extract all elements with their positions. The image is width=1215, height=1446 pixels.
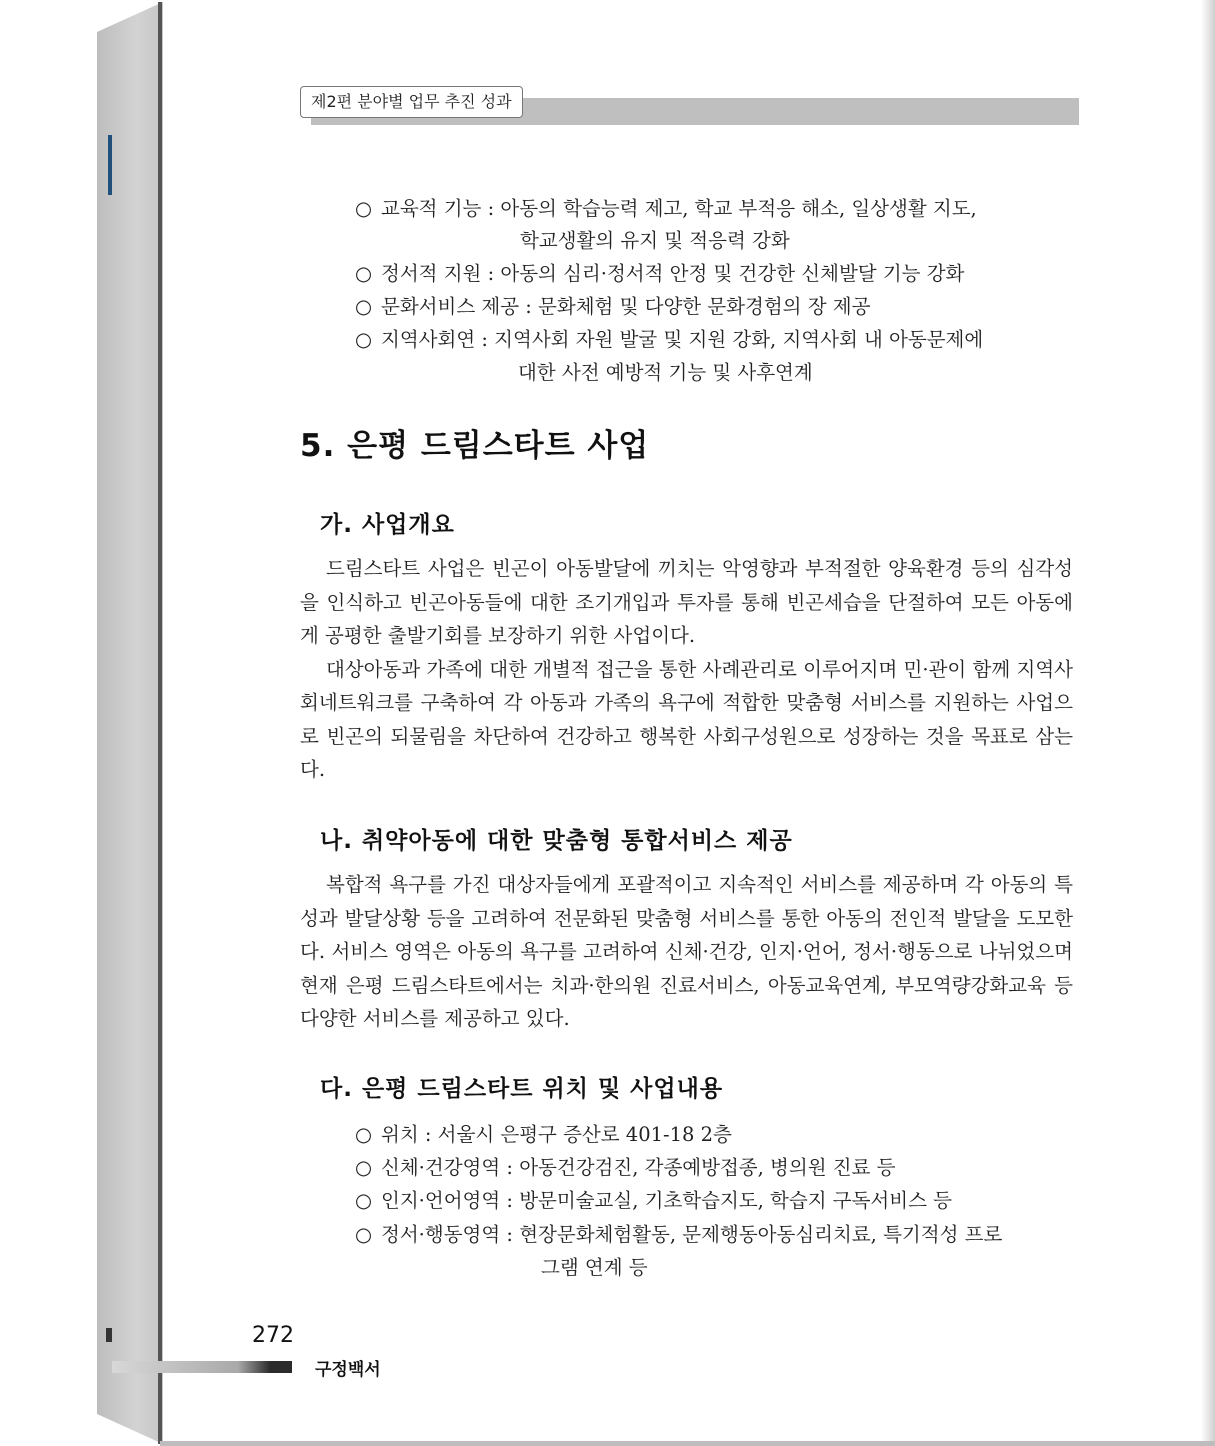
- paragraph-services: [300, 868, 1073, 1036]
- subsection-title-c: 다. 은평 드림스타트 위치 및 사업내용: [320, 1076, 724, 1102]
- list-item: ○ 정서적 지원 : 아동의 심리·정서적 안정 및 건강한 신체발달 기능 강화: [355, 262, 965, 285]
- spine-mark-bottom: [106, 1328, 112, 1342]
- list-item-continuation: 학교생활의 유지 및 적응력 강화: [520, 229, 790, 252]
- paragraph-overview: [300, 552, 1073, 787]
- list-item: ○ 정서·행동영역 : 현장문화체험활동, 문제행동아동심리치료, 특기적성 프로: [355, 1223, 1003, 1246]
- book-spine: [97, 2, 163, 1444]
- page-number: 272: [252, 1323, 294, 1348]
- list-item: ○ 위치 : 서울시 은평구 증산로 401-18 2층: [355, 1123, 732, 1146]
- list-item: ○ 지역사회연 : 지역사회 자원 발굴 및 지원 강화, 지역사회 내 아동문제에: [355, 328, 984, 351]
- subsection-title-b: 나. 취약아동에 대한 맞춤형 통합서비스 제공: [320, 828, 793, 854]
- subsection-title-a: 가. 사업개요: [320, 512, 455, 538]
- spine-edge: [158, 2, 162, 1444]
- list-item-continuation: 대한 사전 예방적 기능 및 사후연계: [518, 361, 813, 384]
- footer-bar: [112, 1361, 292, 1373]
- paragraph: 드림스타트 사업은 빈곤이 아동발달에 끼치는 악영향과 부적절한 양육환경 등의 심각성을 인식하고 빈곤아동들에 대한 조기개입과 투자를 통해 빈곤세습을 단절하여 모든 아동에게 공평한 출발기회를 보장하기 위한 사업이다.: [300, 557, 1073, 647]
- list-item-continuation: 그램 연계 등: [541, 1256, 648, 1279]
- book-title: 구정백서: [315, 1360, 381, 1380]
- paragraph: 복합적 욕구를 가진 대상자들에게 포괄적이고 지속적인 서비스를 제공하며 각 아동의 특성과 발달상황 등을 고려하여 전문화된 맞춤형 서비스를 통한 아동의 전인적 발달을 도모한다. 서비스 영역은 아동의 욕구를 고려하여 신체·건강, 인지·언어, 정서·행동으로 나뉘었으며 현재 은평 드림스타트에서는 치과·한의원 진료서비스, 아동교육연계, 부모역량강화교육 등 다양한 서비스를 제공하고 있다.: [300, 873, 1073, 1030]
- list-item: ○ 교육적 기능 : 아동의 학습능력 제고, 학교 부적응 해소, 일상생활 지도,: [355, 197, 977, 220]
- page-edge-shadow: [1201, 0, 1215, 1446]
- page-bottom-shadow: [160, 1441, 1215, 1446]
- list-item: ○ 문화서비스 제공 : 문화체험 및 다양한 문화경험의 장 제공: [355, 295, 871, 318]
- section-label: 제2편 분야별 업무 추진 성과: [300, 86, 523, 118]
- spine-mark: [108, 135, 112, 195]
- list-item: ○ 신체·건강영역 : 아동건강검진, 각종예방접종, 병의원 진료 등: [355, 1156, 896, 1179]
- section-title: 5. 은평 드림스타트 사업: [300, 428, 650, 464]
- list-item: ○ 인지·언어영역 : 방문미술교실, 기초학습지도, 학습지 구독서비스 등: [355, 1189, 952, 1212]
- paragraph: 대상아동과 가족에 대한 개별적 접근을 통한 사례관리로 이루어지며 민·관이 함께 지역사회네트워크를 구축하여 각 아동과 가족의 욕구에 적합한 맞춤형 서비스를 지원하는 사업으로 빈곤의 되물림을 차단하여 건강하고 행복한 사회구성원으로 성장하는 것을 목표로 삼는다.: [300, 657, 1073, 781]
